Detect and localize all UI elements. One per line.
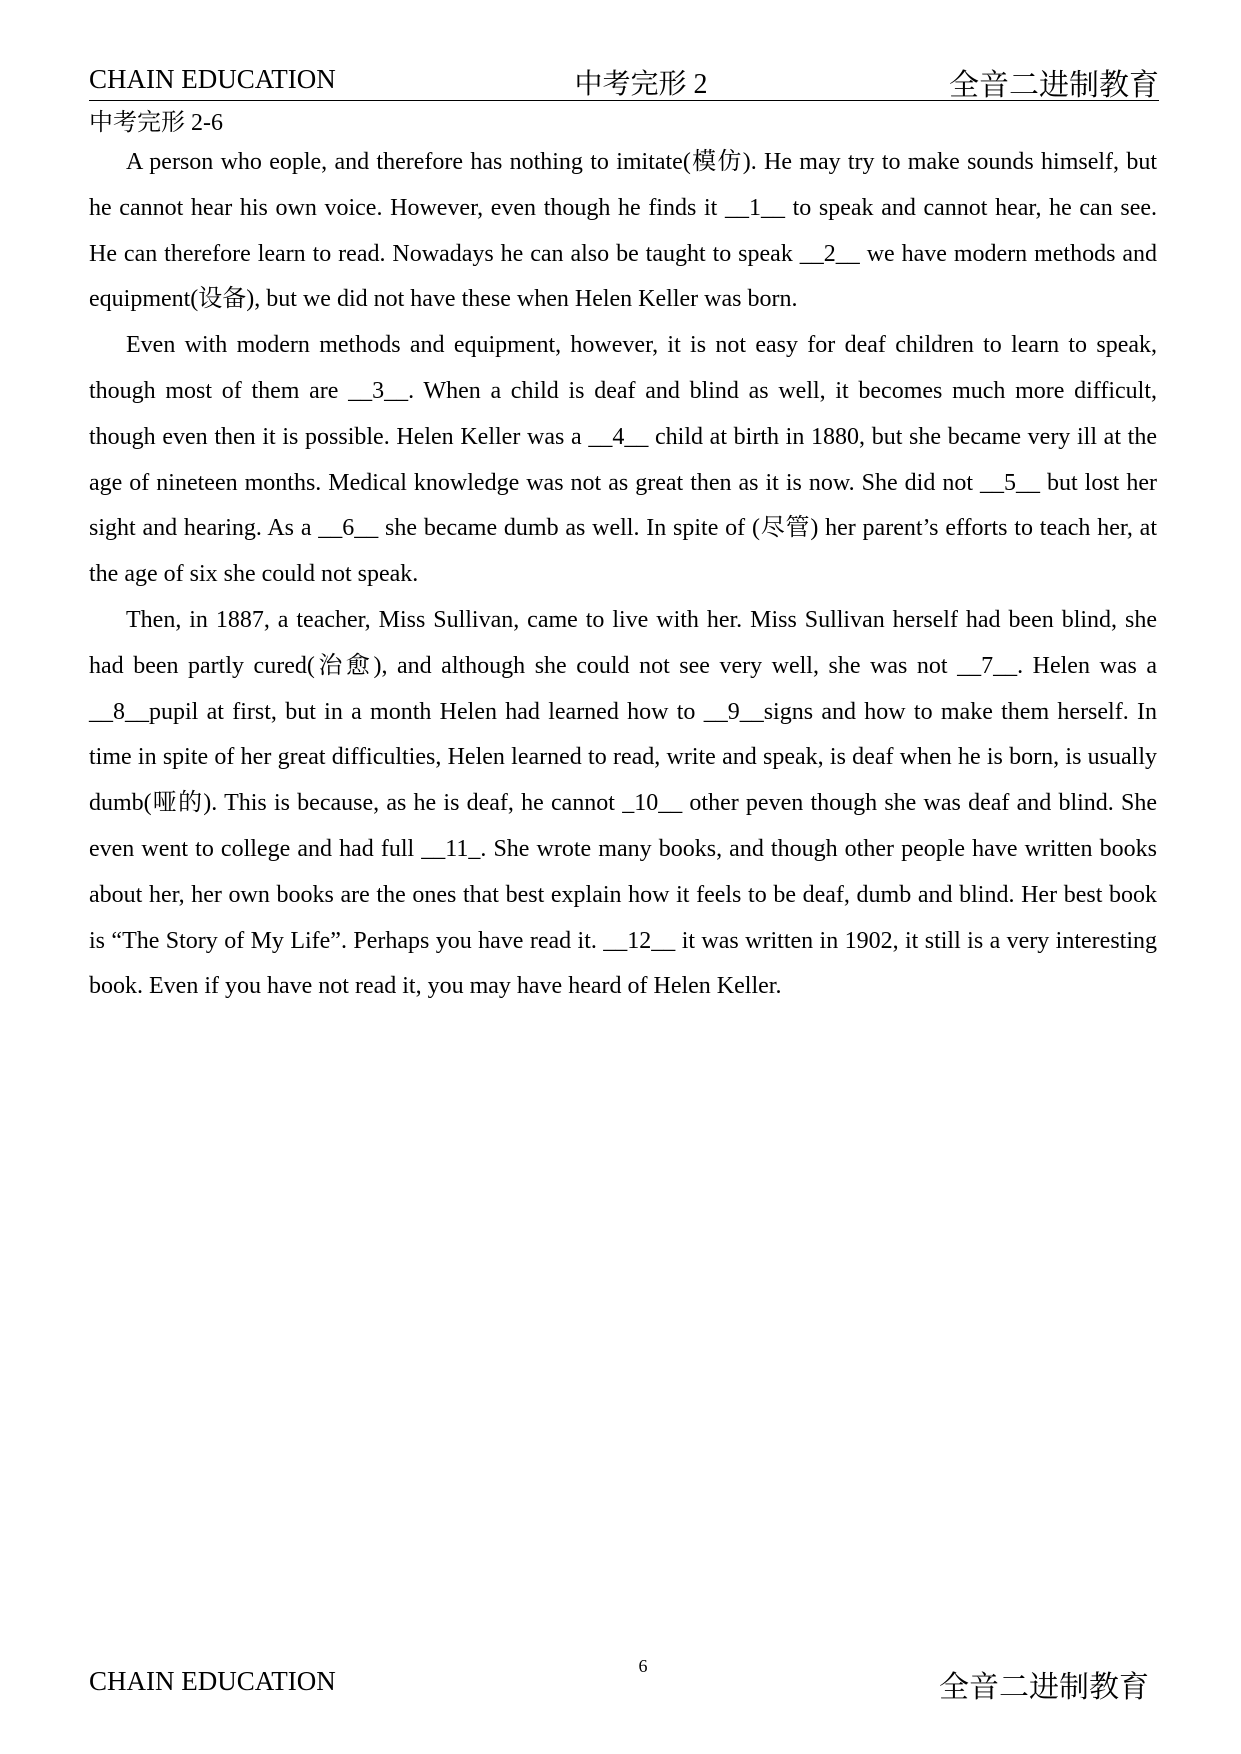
page-footer (89, 1648, 1159, 1704)
paragraph-3: Then, in 1887, a teacher, Miss Sullivan, came to live with her. Miss Sullivan herself had been blind, she had been partly cured(治愈), and although she could not see very well, she was not __7__. Helen was a __8__pupil at first, but in a month Helen had learned how to __9__signs and how to make them herself. In time in spite of her great difficulties, Helen learned to read, write and speak, is deaf when he is born, is usually dumb(哑的). This is because, as he is deaf, he cannot _10__ other peven though she was deaf and blind. She even went to college and had full __11_. She wrote many books, and though other people have written books about her, her own books are the ones that best explain how it feels to be deaf, dumb and blind. Her best book is “The Story of My Life”. Perhaps you have read it. __12__ it was written in 1902, it still is a very interesting book. Even if you have not read it, you may have heard of Helen Keller. (89, 606, 1157, 1000)
header-right-brand: 全音二进制教育 (949, 69, 1159, 102)
section-title: 中考完形 2-6 (89, 110, 223, 136)
paragraph-2: Even with modern methods and equipment, however, it is not easy for deaf children to learn to speak, though most of them are __3__. When a child is deaf and blind as well, it becomes much more difficult, though even then it is possible. Helen Keller was a __4__ child at birth in 1880, but she became very ill at the age of nineteen months. Medical knowledge was not as great then as it is now. She did not __5__ but lost her sight and hearing. As a __6__ she became dumb as well. In spite of (尽管) her parent’s efforts to teach her, at the age of six she could not speak. (89, 332, 1157, 588)
paragraph-1: A person who eople, and therefore has nothing to imitate(模仿). He may try to make sounds himself, but he cannot hear his own voice. However, even though he finds it __1__ to speak and cannot hear, he can see. He can therefore learn to read. Nowadays he can also be taught to speak __2__ we have modern methods and equipment(设备), but we did not have these when Helen Keller was born. (89, 149, 1157, 313)
passage (89, 140, 1157, 1010)
footer-left-brand: CHAIN EDUCATION (89, 1666, 336, 1696)
footer-right-brand: 全音二进制教育 (939, 1671, 1149, 1704)
page-number: 6 (638, 1656, 648, 1676)
header-left-brand: CHAIN EDUCATION (89, 64, 336, 94)
header-center-title: 中考完形 2 (574, 69, 708, 100)
page-header (89, 58, 1159, 101)
